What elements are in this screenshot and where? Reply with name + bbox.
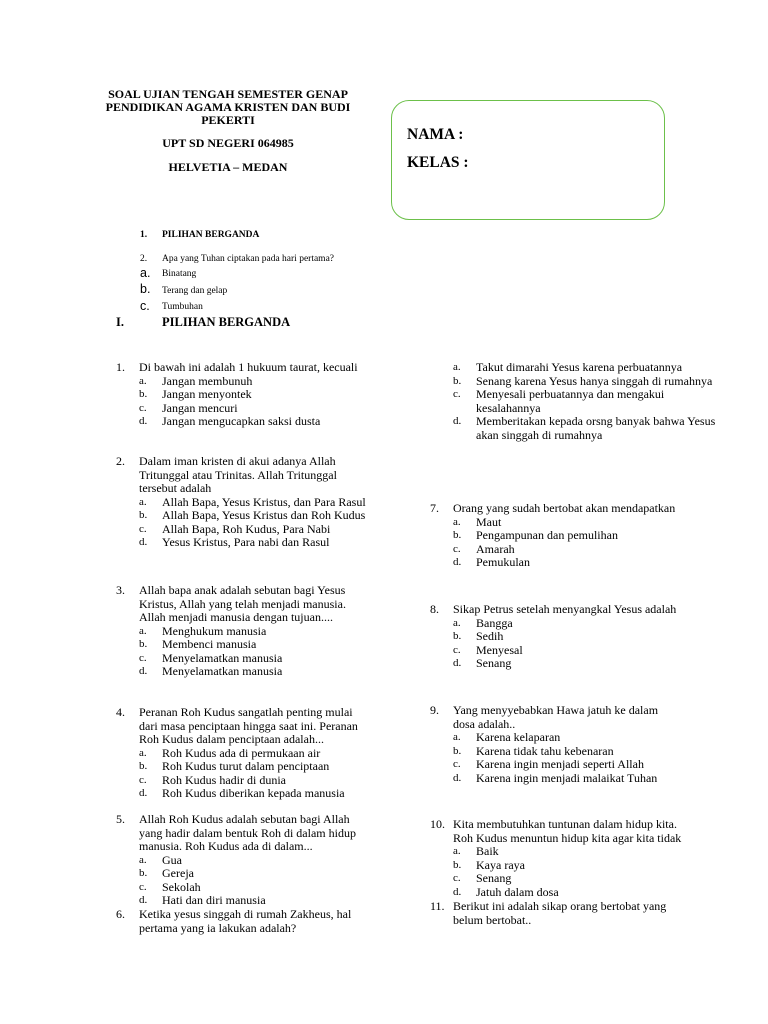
option-letter: a. (139, 624, 147, 637)
option-text: Membenci manusia (162, 637, 257, 651)
option-text: Pemukulan (476, 555, 530, 569)
question-8 (430, 603, 720, 671)
question-stem-line: Allah Roh Kudus adalah sebutan bagi Allah (139, 812, 350, 826)
draft-question: Apa yang Tuhan ciptakan pada hari pertama? (162, 254, 334, 264)
draft-option-letter: c. (140, 299, 150, 313)
option-letter: b. (453, 630, 462, 642)
option-letter: a. (139, 374, 147, 387)
option-text: Pengampunan dan pemulihan (476, 528, 618, 542)
option-letter: a. (139, 746, 147, 759)
question-number: 6. (116, 907, 125, 921)
option-text: Allah Bapa, Roh Kudus, Para Nabi (162, 521, 331, 536)
option-text: Bangga (476, 615, 513, 630)
question-number: 1. (116, 360, 125, 374)
option-letter: d. (139, 894, 148, 906)
question-1 (116, 361, 396, 429)
option-letter: d. (453, 556, 462, 568)
option-text: Menyesali perbuatannya dan mengakui kesalahannya (476, 387, 665, 415)
option-letter: a. (453, 515, 461, 528)
option-text: Yesus Kristus, Para nabi dan Rasul (162, 535, 330, 549)
question-number: 8. (430, 602, 439, 616)
option-letter: d. (139, 415, 148, 427)
question-number: 5. (116, 812, 125, 826)
option-text: Menyesal (476, 642, 523, 657)
question-5 (116, 813, 396, 908)
option-text: Jangan mengucapkan saksi dusta (162, 414, 321, 428)
question-11 (430, 900, 730, 927)
option-text: Karena ingin menjadi seperti Allah (476, 757, 644, 771)
school-name: UPT SD NEGERI 064985 (162, 136, 294, 150)
option-text: Jatuh dalam dosa (476, 884, 559, 899)
option-letter: c. (453, 542, 461, 555)
option-letter: c. (139, 651, 147, 664)
draft-option-letter: b. (140, 282, 151, 296)
question-stem-line: tersebut adalah (139, 481, 212, 495)
question-stem-line: Allah bapa anak adalah sebutan bagi Yesus (139, 583, 346, 597)
option-letter: b. (453, 529, 462, 541)
option-text: Jangan menyontek (162, 387, 252, 401)
option-text: Sedih (476, 629, 504, 643)
option-text: Sekolah (162, 879, 201, 894)
option-letter: c. (139, 522, 147, 535)
school-location: HELVETIA – MEDAN (168, 160, 288, 174)
option-text: Menyelamatkan manusia (162, 664, 283, 678)
option-text: Jangan mencuri (162, 400, 238, 415)
option-text: Allah Bapa, Yesus Kristus, dan Para Rasul (162, 494, 366, 509)
question-stem-line: Sikap Petrus setelah menyangkal Yesus adalah (453, 602, 677, 616)
option-letter: d. (453, 415, 462, 427)
question-stem-line: belum bertobat.. (453, 912, 532, 927)
draft-option-letter: a. (140, 266, 151, 280)
option-letter: b. (453, 374, 462, 387)
question-2 (116, 455, 396, 550)
option-text: Karena kelaparan (476, 730, 561, 744)
question-number: 11. (430, 899, 445, 913)
option-text: Jangan membunuh (162, 373, 253, 388)
draft-question-number: 2. (140, 254, 148, 264)
section-number: I. (116, 315, 124, 329)
question-stem-line: Orang yang sudah bertobat akan mendapatkan (453, 501, 676, 515)
option-text: Memberitakan kepada orsng banyak bahwa Yesus akan singgah di rumahnya (476, 414, 716, 442)
question-stem-line: Tritunggal atau Trinitas. Allah Tritunggal (139, 467, 337, 482)
option-letter: b. (453, 744, 462, 757)
option-letter: b. (139, 867, 148, 879)
question-stem-line: Dalam iman kristen di akui adanya Allah (139, 454, 336, 468)
question-stem-line: dosa adalah.. (453, 716, 516, 731)
question-stem-line: Roh Kudus dalam penciptaan adalah... (139, 732, 324, 746)
question-number: 2. (116, 454, 125, 468)
draft-option-text: Terang dan gelap (162, 286, 228, 296)
option-text: Roh Kudus ada di permukaan air (162, 745, 321, 760)
exam-title-line-2: PENDIDIKAN AGAMA KRISTEN DAN BUDI (105, 100, 351, 114)
option-letter: a. (453, 616, 461, 629)
option-letter: c. (453, 758, 461, 770)
option-letter: b. (139, 509, 148, 521)
name-label: NAMA : (407, 126, 464, 143)
option-letter: c. (139, 401, 147, 414)
option-text: Roh Kudus hadir di dunia (162, 772, 286, 787)
option-letter: b. (139, 388, 148, 400)
question-7 (430, 502, 720, 570)
option-text: Menyelamatkan manusia (162, 650, 283, 665)
question-6 (116, 908, 396, 935)
question-stem-line: Ketika yesus singgah di rumah Zakheus, hal (139, 907, 352, 921)
option-text: Kaya raya (476, 857, 525, 872)
draft-option-text: Binatang (162, 269, 197, 279)
option-letter: c. (453, 643, 461, 656)
draft-section-number: 1. (140, 230, 148, 240)
option-text: Menghukum manusia (162, 623, 267, 638)
option-letter: d. (139, 665, 148, 677)
option-letter: c. (139, 773, 147, 786)
question-number: 4. (116, 705, 125, 719)
option-letter: a. (139, 853, 147, 866)
option-text: Senang (476, 871, 512, 885)
option-letter: d. (139, 536, 148, 548)
question-3 (116, 584, 396, 679)
option-text: Amarah (476, 541, 515, 556)
option-letter: c. (139, 880, 147, 893)
option-text: Gereja (162, 866, 194, 880)
option-text: Hati dan diri manusia (162, 893, 266, 907)
option-letter: d. (453, 657, 462, 669)
option-text: Karena ingin menjadi malaikat Tuhan (476, 770, 658, 785)
draft-section-title: PILIHAN BERGANDA (162, 230, 260, 240)
question-stem-line: Yang menyyebabkan Hawa jatuh ke dalam (453, 703, 659, 717)
section-title: PILIHAN BERGANDA (162, 315, 291, 329)
question-number: 10. (430, 817, 445, 831)
question-stem-line: Berikut ini adalah sikap orang bertobat yang (453, 899, 667, 913)
question-10 (430, 818, 730, 899)
option-text: Baik (476, 844, 499, 858)
question-stem-line: Kita membutuhkan tuntunan dalam hidup kita. (453, 817, 677, 831)
draft-option-text: Tumbuhan (162, 302, 203, 312)
option-text: Senang karena Yesus hanya singgah di rumahnya (476, 373, 713, 388)
question-number: 7. (430, 501, 439, 515)
option-letter: b. (139, 760, 148, 772)
question-stem-line: manusia. Roh Kudus ada di dalam... (139, 839, 313, 853)
question-stem-line: Roh Kudus menuntun hidup kita agar kita tidak (453, 830, 682, 845)
exam-title-line-3: PEKERTI (201, 113, 255, 127)
option-letter: d. (453, 771, 462, 784)
question-6-options (430, 361, 720, 442)
option-text: Takut dimarahi Yesus karena perbuatannya (476, 360, 683, 374)
option-letter: a. (453, 731, 461, 743)
option-text: Karena tidak tahu kebenaran (476, 743, 614, 758)
question-stem-line: Kristus, Allah yang telah menjadi manusia. (139, 596, 346, 611)
option-letter: a. (453, 845, 461, 857)
option-letter: b. (139, 638, 148, 650)
option-text: Allah Bapa, Yesus Kristus dan Roh Kudus (162, 508, 366, 522)
exam-title-line-1: SOAL UJIAN TENGAH SEMESTER GENAP (108, 87, 348, 101)
option-letter: d. (139, 787, 148, 799)
question-stem-line: Peranan Roh Kudus sangatlah penting mulai (139, 705, 353, 719)
question-number: 9. (430, 703, 439, 717)
question-stem-line: yang hadir dalam bentuk Roh di dalam hidup (139, 825, 356, 840)
class-label: KELAS : (407, 154, 469, 171)
option-text: Roh Kudus turut dalam penciptaan (162, 759, 330, 773)
question-4 (116, 706, 396, 801)
question-9 (430, 704, 720, 785)
option-text: Senang (476, 656, 512, 670)
student-info-box (391, 100, 665, 220)
option-text: Roh Kudus diberikan kepada manusia (162, 786, 345, 800)
option-letter: c. (453, 872, 461, 884)
question-stem-line: pertama yang ia lakukan adalah? (139, 920, 297, 935)
question-stem-line: dari masa penciptaan hingga saat ini. Peranan (139, 718, 358, 733)
option-text: Maut (476, 514, 502, 529)
option-letter: a. (139, 495, 147, 508)
question-number: 3. (116, 583, 125, 597)
option-letter: a. (453, 361, 461, 373)
question-stem-line: Allah menjadi manusia dengan tujuan.... (139, 610, 333, 624)
option-letter: c. (453, 388, 461, 400)
option-letter: b. (453, 858, 462, 871)
question-stem-line: Di bawah ini adalah 1 hukuum taurat, kecuali (139, 360, 358, 374)
option-letter: d. (453, 885, 462, 898)
option-text: Gua (162, 852, 182, 867)
